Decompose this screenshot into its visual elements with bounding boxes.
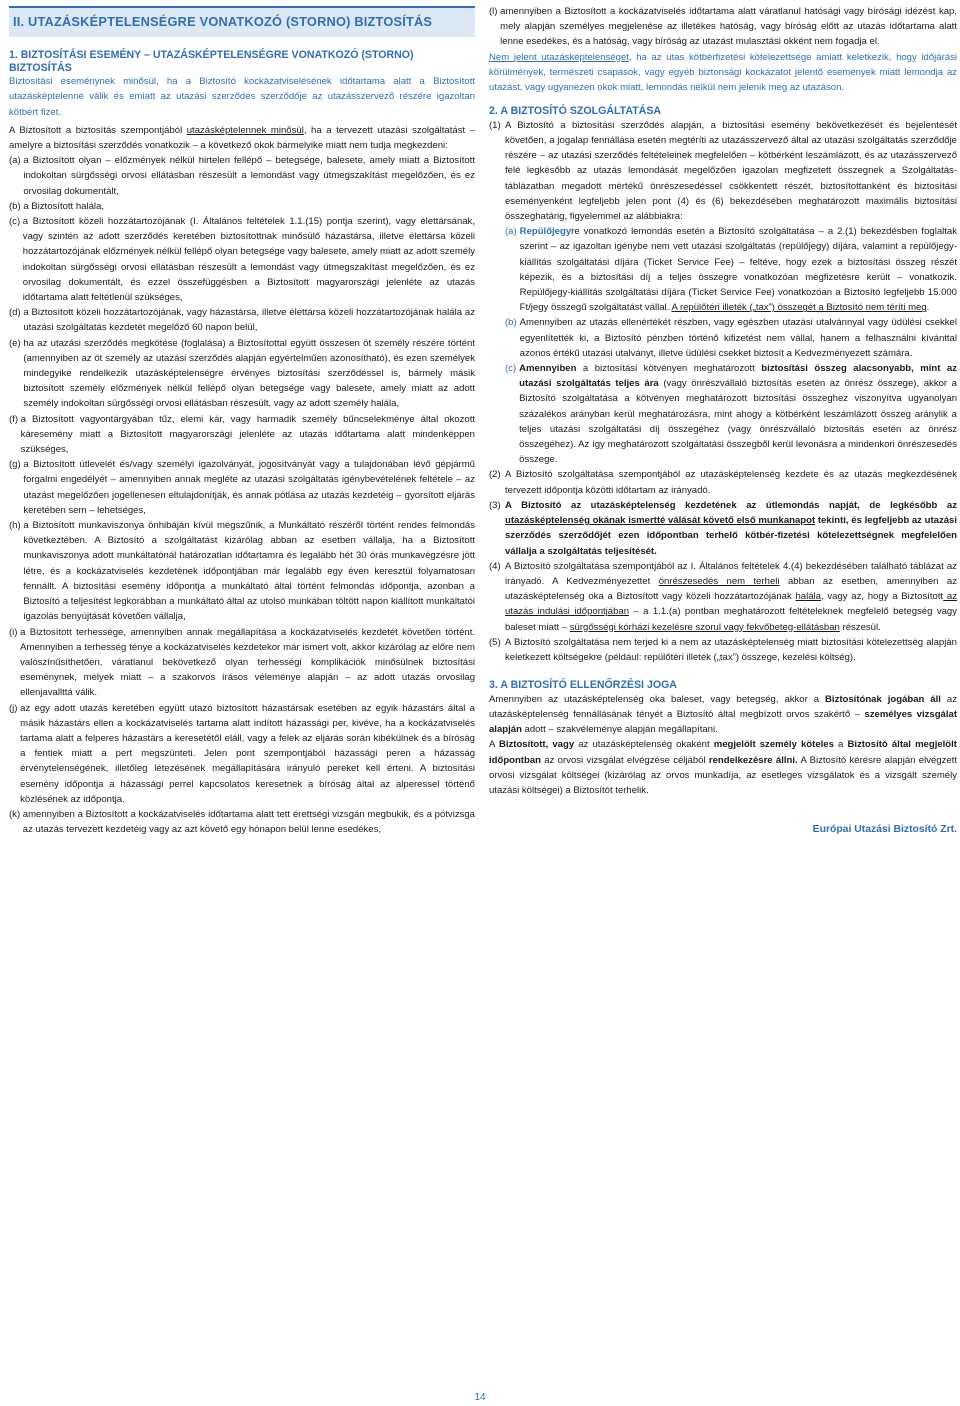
condition-label: (j) (9, 702, 21, 714)
section-1-title: 1. BIZTOSÍTÁSI ESEMÉNY – UTAZÁSKÉPTELENSÉGRE VONATKOZÓ (STORNO) BIZTOSÍTÁS (9, 49, 414, 74)
condition-item (9, 199, 475, 214)
condition-item (9, 457, 475, 518)
chapter-title: II. UTAZÁSKÉPTELENSÉGRE VONATKOZÓ (STORNO) BIZTOSÍTÁS (13, 14, 433, 29)
condition-label: (a) (9, 155, 24, 167)
condition-item-l (489, 4, 957, 50)
company-signature: Európai Utazási Biztosító Zrt. (812, 824, 957, 836)
exclusion-note-underlined: Nem jelent utazásképtelenséget (489, 51, 629, 63)
condition-text: a Biztosított útlevelét és/vagy személyi igazolványát, jogosítványát vagy a tulajdonában lévő gépjármű forgalmi engedélyét – amennyiben annak megléte az utazási szolgáltatás igénybevételének feltétele – az utazást megelőzően jogellenesen eltulajdonítják, és annak pótlása az utazás kezdetéig – gyorsított eljárás keretében sem – lehetséges, (23, 459, 475, 516)
left-column (9, 6, 475, 837)
service-item-5: (5) A Biztosító szolgáltatása nem terjed ki a nem az utazásképtelenség miatt biztosítási kötelezettség alapján keletkezett költségekre (például: repülőtéri illeték („tax”) összege, kezelési költség). (489, 635, 957, 665)
condition-text: a Biztosított halála, (23, 200, 104, 212)
condition-text: a Biztosított közeli hozzátartozójának (I. Általános feltételek 1.1.(15) pontja szerint), vagy élettársának, vagy szintén az adott szerződés keretében biztosítottnak minősülő házastársa, illetve élettársa közeli hozzátartozójának előzmények nélkül fellépő olyan betegsége vagy balesete, amely miatt az adott személy indokoltan sürgősségi orvosi ellátásban részesült a lemondást vagy útmegszakítást megelőzően, és ez orvosilag dokumentált, és ezzel összefüggésben a Biztosított magyarországi jelenléte az utazás időtartama alatt feltétlenül szükséges, (22, 216, 475, 304)
condition-text: a Biztosított közeli hozzátartozójának, vagy házastársa, illetve élettársa közeli hozzátartozójának halála az utazási szolgáltatás kezdetét megelőző 60 napon belül, (23, 307, 475, 334)
condition-text: amennyiben a Biztosított a kockázatviselés időtartama alatt tett érettségi vizsgán megbukik, és a pótvizsga az utazás tervezett kezdetéig vagy az azt követő egy hónapon belül lenne esedékes, (22, 808, 475, 836)
condition-text: a Biztosított vagyontárgyában tűz, elemi kár, vagy harmadik személy bűncselekménye által okozott káresemény miatt a Biztosított magyarországi jelenléte az utazás időtartama alatt mindenképpen szükséges, (20, 413, 475, 456)
condition-text: amennyiben a Biztosított a kockázatviselés időtartama alatt váratlanul hatósági vagy bírósági idézést kap, mely alapján személyes megjelenése az illetékes hatóság, vagy bíróság előtt az utazás időtartama alatt lenne esedékes, és a hatóság, vagy bíróság az utazást mulasztási okként nem fogadja el. (500, 6, 957, 48)
exclusion-note-rest: , ha az utas kötbérfizetési kötelezettsége amiatt keletkezik, hogy időjárási körülmények, természeti csapások, vagy egyéb biztonsági kockázatot jelentő események miatt lemondja az utazást, vagy ugyanezen okok miatt, lemondás nélkül nem jelenik meg az utazáson. (489, 51, 957, 94)
service-item-4: (4) A Biztosító szolgáltatása szempontjából az I. Általános feltételek 4.(4) bekezdésében található táblázat az irányadó. A Kedvezményezettet önrészesedés nem terheli abban az esetben, amennyiben az utazásképtelenség oka a Biztosított vagy közeli hozzátartozójának halála, vagy az, hogy a Biztosított az utazás indulási időpontjában – a 1.1.(a) pontban meghatározott feltételeknek megfelelő betegség vagy baleset miatt – sürgősségi kórházi kezelésre szorul vagy fekvőbeteg-ellátásban részesül. (489, 560, 957, 633)
condition-label: (i) (9, 626, 21, 638)
condition-label: (b) (9, 200, 24, 212)
condition-item (9, 412, 475, 458)
condition-item (9, 807, 475, 837)
chapter-header (9, 6, 475, 37)
section-3-para-1: Amennyiben az utazásképtelenség oka baleset, vagy betegség, akkor a Biztosítónak jogában áll az utazásképtelenség fennállásának tényét a Biztosító által megbízott orvos szakértő – személyes vizsgálat alapján adott – szakvéleménye alapján megállapítani. (489, 693, 957, 736)
service-item-3: (3) A Biztosító az utazásképtelenség kezdetének az útlemondás napját, de legkésőbb az utazásképtelenség okának ismertté válását követő első munkanapot tekinti, és legfeljebb az utazási szerződés szerződőjét ezen időpontban terhelő kötbér-fizetési kötelezettségnek megfelelően vállalja a szolgáltatás teljesítését. (489, 499, 957, 557)
condition-label: (g) (9, 459, 24, 471)
page-number: 14 (474, 1392, 486, 1403)
definition-end: , ha a tervezett utazási szolgáltatást – amelyre a biztosítási szerződés vonatkozik – a következő okok bármelyike miatt nem tudja megkezdeni: (9, 124, 475, 151)
service-item-1-text: A Biztosító a biztosítási szerződés alapján, a biztosítási esemény bekövetkezését és bejelentését követően, a jogalap fennállása esetén megtéríti az utazásszervező által az utazási szolgáltatás szerződője részére – az utazási szerződés feltételeinek megfelelően – kötbérként leszámlázott, és az utazásszervező felé legkésőbb az utazás lemondását megelőzően igazolan megfizetett összegnek a Szolgáltatás-táblázatban megadott mértékű önrészesedéssel csökkentett részét, biztosítottanként és biztosítási eseményenként legfeljebb jelen pont (4) és (6) bekezdésében meghatározott maximális biztosítási összeghatárig, figyelemmel az alábbiakra: (505, 119, 957, 223)
condition-item (9, 305, 475, 335)
service-item-2-text: A Biztosító szolgáltatása szempontjából az utazásképtelenség kezdete és az utazás megkezdésének tervezett időpontja közötti időtartam az irányadó. (505, 469, 957, 496)
condition-label: (c) (9, 216, 23, 228)
definition-underlined: utazásképtelennek minősül (186, 124, 304, 136)
section-1-intro: Biztosítási eseménynek minősül, ha a Biztosító kockázatviselésének időtartama alatt a Biztosított utazásképtelenné válik és emiatt az utazási szerződés szerződője az utazásszervező részére igazoltan kötbért fizet. (9, 76, 475, 118)
condition-label: (f) (9, 413, 21, 425)
condition-label: (k) (9, 808, 23, 820)
right-column (489, 4, 957, 835)
section-2-title: 2. A BIZTOSÍTÓ SZOLGÁLTATÁSA (489, 105, 662, 118)
condition-label: (d) (9, 307, 24, 319)
exclusion-note (489, 50, 957, 96)
subitem-a-bold: Repülőjegy (519, 226, 572, 238)
condition-label: (h) (9, 520, 24, 532)
service-subitem-c: (c) Amennyiben a biztosítási kötvényen meghatározott biztosítási összeg alacsonyabb, mint az utazási szolgáltatás teljes ára (vagy önrészvállaló biztosítás esetén az önrész összege), akkor a Biztosító szolgáltatása a kötvényen meghatározott biztosítási összeghez viszonyítva ugyanolyan százalékos arányban kerül meghatározásra, mint ahogy a kötbérként leszámlázott összeg aránylik a teljes utazási szolgáltatási díj összegéhez (vagy önrészvállaló biztosítás esetén az önrész összegéhez). Az így meghatározott szolgáltatási összegből kerül levonásra a mindenkori önrészesedés összege. (505, 363, 957, 466)
definition-start: A Biztosított a biztosítás szempontjából (9, 124, 187, 136)
condition-item (9, 518, 475, 624)
service-item-5-text: A Biztosító szolgáltatása nem terjed ki a nem az utazásképtelenség miatt biztosítási kötelezettség alapján keletkezett költségekre (például: repülőtéri illeték („tax”) összege, kezelési költség). (505, 636, 957, 663)
service-item-1: (1) A Biztosító a biztosítási szerződés alapján, a biztosítási esemény bekövetkezését és bejelentését követően, a jogalap fennállása esetén megtéríti az utazásszervező által az utazási szolgáltatás szerződője részére – az utazási szerződés feltételeinek megfelelően – kötbérként leszámlázott, és az utazásszervező felé legkésőbb az utazás lemondását megelőzően igazolan megfizetett összegnek a Szolgáltatás-táblázatban megadott mértékű önrészesedéssel csökkentett részét, biztosítottanként és biztosítási eseményenként legfeljebb jelen pont (4) és (6) bekezdésében meghatározott maximális biztosítási összeghatárig, figyelemmel az alábbiakra: (489, 118, 957, 224)
condition-text: a Biztosított olyan – előzmények nélkül hirtelen fellépő – betegsége, balesete, amely miatt a Biztosított indokoltan sürgősségi orvosi ellátásban részesült a lemondást vagy útmegszakítást megelőzően, és ez orvosilag dokumentált, (23, 155, 475, 197)
condition-text: ha az utazási szerződés megkötése (foglalása) a Biztosítottal együtt összesen öt személy részére történt (amennyiben az öt személy az utazási szerződés alapján egyértelműen azonosítható), és ezen személyek mindegyike rendelkezik utazásképtelenségre érvényes biztosítási szerződéssel is, bármely másik biztosított személy előzmények nélkül fellépő olyan betegsége vagy balesete, amely miatt az adott személy indokoltan sürgősségi orvosi ellátásban részesült, vagy az adott személy halála, (23, 337, 475, 410)
condition-item (9, 153, 475, 199)
condition-list (9, 153, 475, 837)
condition-item (9, 214, 475, 305)
section-3-para-2: A Biztosított, vagy az utazásképtelenség okaként megjelölt személy köteles a Biztosító által megjelölt időpontban az orvosi vizsgálat elvégzése céljából rendelkezésre állni. A Biztosító kérésre alapján elvégzett orvosi vizsgálat költségei (kizárólag az orvos munkadíja, az esetleges vizsgálatok és a vizsgált személy utazási költségei) a Biztosítót terhelik. (489, 739, 957, 796)
subitem-a-underlined: A repülőtéri illeték („tax”) összegét a Biztosító nem téríti meg (671, 302, 927, 314)
section-3-title: 3. A BIZTOSÍTÓ ELLENŐRZÉSI JOGA (489, 679, 677, 692)
condition-text: a Biztosított munkaviszonya önhibáján kívül megszűnik, a Munkáltató részéről történt rendes felmondás következtében. A Biztosító a szolgáltatást kizárólag abban az esetben vállalja, ha a Biztosított munkaviszonya adott munkáltatónál határozatlan időtartamra és legalább hét 30 órás munkavégzésre jött létre, és a kockázatviselés kezdetének időpontjában már legalább egy éven keresztül folyamatosan fennállt. A biztosítási esemény időpontja a munkáltató által történt felmondás időpontja, azonban a Biztosító a teljesítést legkorábban a munkáltató által az utolsó munkában töltött napon kiállított munkáltatói igazolás benyújtását követően vállalja, (23, 520, 475, 623)
condition-item (9, 625, 475, 701)
condition-text: a Biztosított terhessége, amennyiben annak megállapítása a kockázatviselés kezdetét követően történt. Amennyiben a terhesség ténye a kockázatviselés kezdetekor már ismert volt, akkor kizárólag az előre nem valószínűsíthetően, váratlanul bekövetkező olyan terhességi komplikációk minősülnek biztosítási eseménynek, melyek miatt – a szakorvos írásos véleménye alapján – az adott utazás orvosilag ellenjavallttá válik. (20, 626, 475, 699)
service-subitem-b: (b) Amennyiben az utazás ellenértékét részben, vagy egészben utazási utalvánnyal vagy üdülési csekkel egyenlítették ki, a Biztosító pénzben történő kifizetést nem vállal, hanem a felhasználni kívánttal azonos értékű utazási utalványt, illetve üdülési csekket biztosít a Kedvezményezett számára. (489, 315, 957, 361)
subitem-b-text: Amennyiben az utazás ellenértékét részben, vagy egészben utazási utalvánnyal vagy üdülési csekkel egyenlítették ki, a Biztosító pénzben történő kifizetést nem vállal, hanem a felhasználni kívánttal azonos értékű utazási utalványt, illetve üdülési csekket biztosít a Kedvezményezett számára. (519, 317, 957, 359)
condition-item (9, 701, 475, 807)
condition-label: (l) (489, 6, 501, 17)
service-subitem-a: (a) Repülőjegyre vonatkozó lemondás esetén a Biztosító szolgáltatása – a 2.(1) bekezdésben foglaltak szerint – az igazoltan igénybe nem vett utazási szolgáltatás (repülőjegy) díjára, valamint a repülőjegy-kiállítás szolgáltatási díjára (Ticket Service Fee) – feltéve, hogy ezek a biztosítási összeg részét képezik, és a biztosítási díj a teljes összegre vonatkozóan megfizetésre került – vonatkozik. Repülőjegy-kiállítás szolgáltatási díjára (Ticket Service Fee) vonatkozóan a Biztosító legfeljebb 15.000 Ft/jegy összegű szolgáltatást vállal. A repülőtéri illeték („tax”) összegét a Biztosító nem téríti meg. (505, 226, 957, 314)
condition-label: (e) (9, 337, 24, 349)
section-1-definition (9, 123, 475, 153)
service-item-2: (2) A Biztosító szolgáltatása szempontjából az utazásképtelenség kezdete és az utazás megkezdésének tervezett időpontja közötti időtartam az irányadó. (489, 467, 957, 497)
condition-item (9, 336, 475, 412)
condition-text: az egy adott utazás keretében együtt utazó biztosított házastársak esetében az egyik házastárs által a másik házastárs ellen a kockázatviselés tartama alatt indított házassági per, kivéve, ha a kockázatviselés tartama alatt a felperes házastárs a keresetétől eláll, vagy a felek az eljárás során kibékülnek és a bíróság a fentiek miatt a pert megszünteti. Jelen pont szempontjából házassági peren a házasság érvénytelenségének, illetőleg létezésének megállapítására irányuló pereket kell érteni. A biztosítási esemény időpontja a házassági perrel kapcsolatos keresetnek a bíróság által az alperessel történő közlésének az időpontja. (20, 702, 475, 805)
